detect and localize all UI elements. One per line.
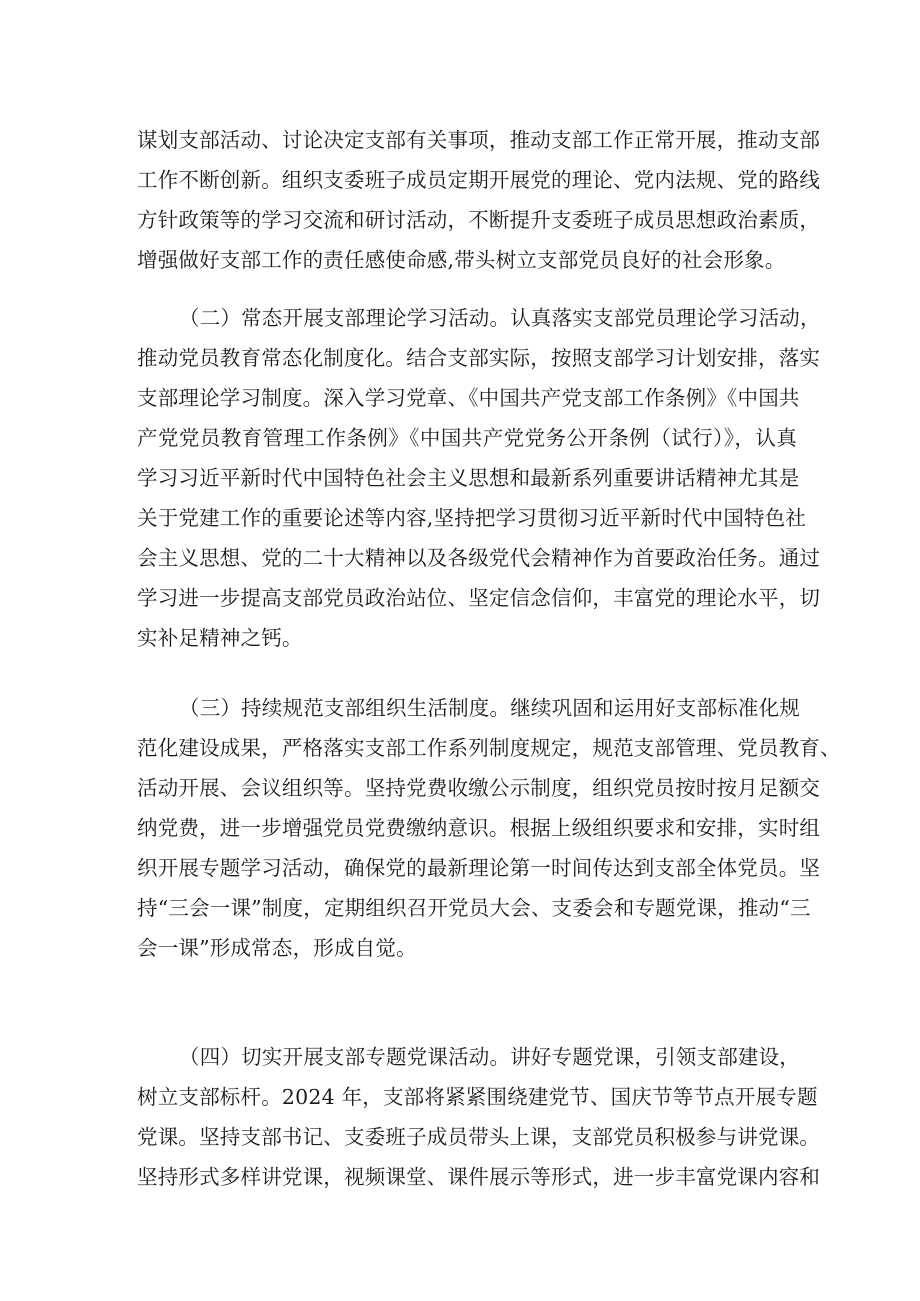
text-line: 范化建设成果，严格落实支部工作系列制度规定，规范支部管理、党员教育、	[137, 736, 841, 760]
text-line: 坚持形式多样讲党课，视频课堂、课件展示等形式，进一步丰富党课内容和	[137, 1165, 821, 1189]
text-line: 增强做好支部工作的责任感使命感,带头树立支部党员良好的社会形象。	[137, 248, 786, 272]
text-line: 活动开展、会议组织等。坚持党费收缴公示制度，组织党员按时按月足额交	[137, 776, 821, 800]
text-line: 推动党员教育常态化制度化。结合支部实际，按照支部学习计划安排，落实	[137, 346, 821, 370]
text-line: 学习习近平新时代中国特色社会主义思想和最新系列重要讲话精神尤其是	[137, 466, 800, 490]
text-line: 实补足精神之钙。	[137, 626, 303, 650]
text-line: 产党党员教育管理工作条例》《中国共产党党务公开条例（试行）》，认真	[137, 426, 797, 450]
text-line: 树立支部标杆。2024 年，支部将紧紧围绕建党节、国庆节等节点开展专题	[137, 1085, 818, 1109]
text-line: 学习进一步提高支部党员政治站位、坚定信念信仰，丰富党的理论水平，切	[137, 586, 821, 610]
text-line: （四）切实开展支部专题党课活动。讲好专题党课，引领支部建设，	[179, 1045, 800, 1069]
paragraph-organizational-life	[137, 688, 841, 968]
text-line: （二）常态开展支部理论学习活动。认真落实支部党员理论学习活动，	[179, 306, 821, 330]
text-line: 会一课”形成常态，形成自觉。	[137, 936, 417, 960]
text-line: 纳党费，进一步增强党员党费缴纳意识。根据上级组织要求和安排，实时组	[137, 816, 821, 840]
text-line: 关于党建工作的重要论述等内容,坚持把学习贯彻习近平新时代中国特色社	[137, 506, 807, 530]
text-line: 织开展专题学习活动，确保党的最新理论第一时间传达到支部全体党员。坚	[137, 856, 821, 880]
paragraph-theory-study	[137, 298, 821, 658]
text-line: 方针政策等的学习交流和研讨活动，不断提升支委班子成员思想政治素质，	[137, 208, 821, 232]
text-line: 支部理论学习制度。深入学习党章、《中国共产党支部工作条例》《中国共	[137, 386, 800, 410]
text-line: 谋划支部活动、讨论决定支部有关事项，推动支部工作正常开展，推动支部	[137, 128, 821, 152]
text-line: 工作不断创新。组织支委班子成员定期开展党的理论、党内法规、党的路线	[137, 168, 821, 192]
paragraph-branch-activities	[137, 120, 821, 280]
text-line: 持“三会一课”制度，定期组织召开党员大会、支委会和专题党课，推动“三	[137, 896, 811, 920]
text-line: 党课。坚持支部书记、支委班子成员带头上课，支部党员积极参与讲党课。	[137, 1125, 821, 1149]
paragraph-party-lectures	[137, 1037, 821, 1197]
text-line: 会主义思想、党的二十大精神以及各级党代会精神作为首要政治任务。通过	[137, 546, 821, 570]
text-line: （三）持续规范支部组织生活制度。继续巩固和运用好支部标准化规	[179, 696, 800, 720]
